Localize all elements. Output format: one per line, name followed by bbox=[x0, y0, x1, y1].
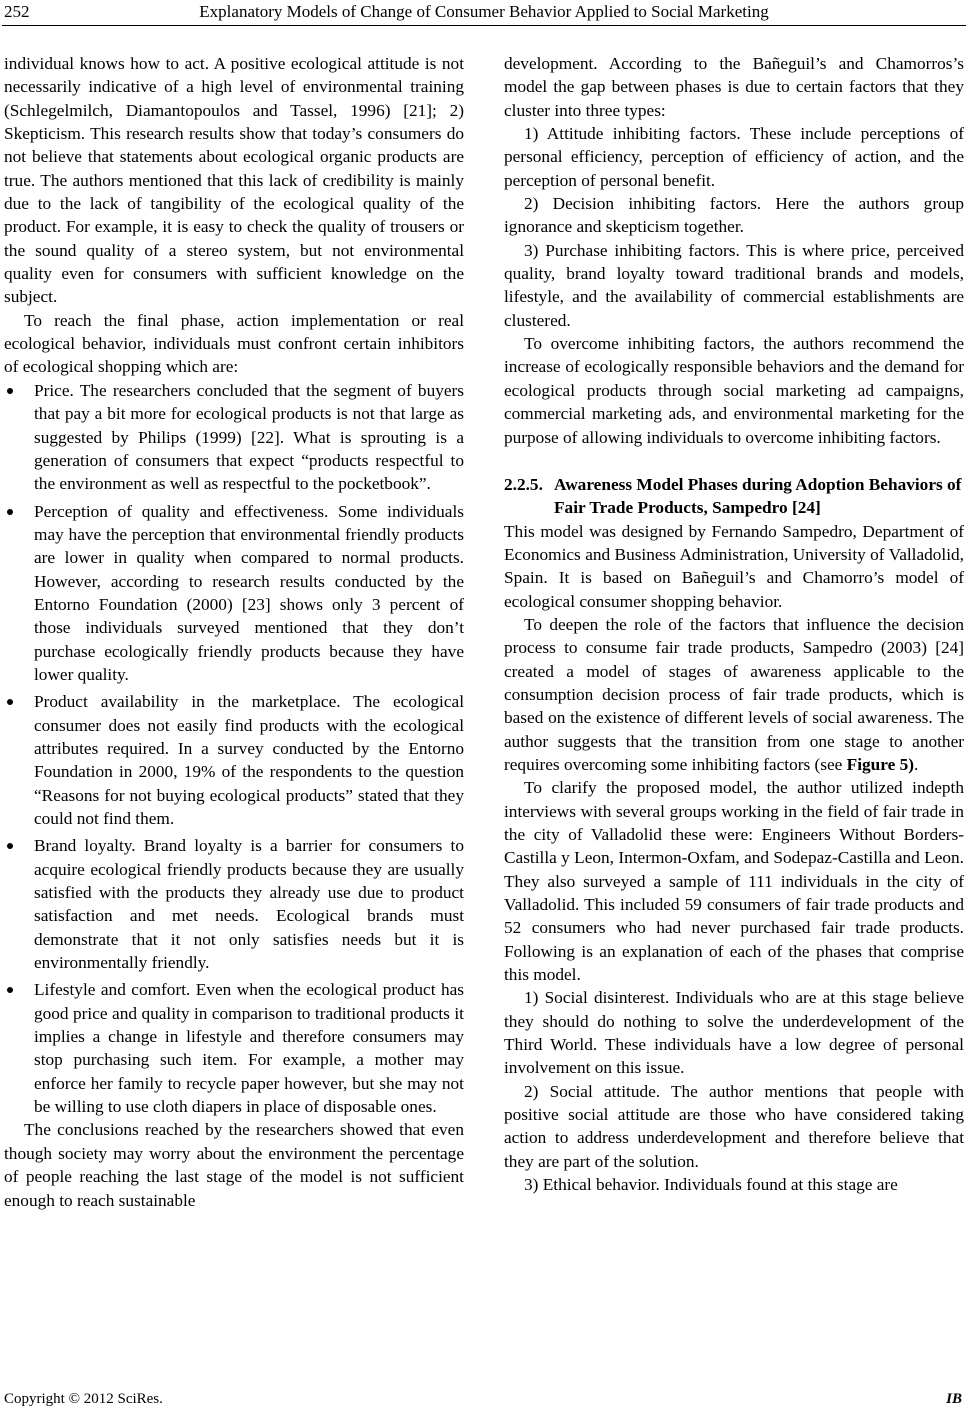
paragraph: 3) Ethical behavior. Individuals found at this stage are bbox=[524, 1175, 898, 1195]
figure-reference[interactable]: Figure 5) bbox=[846, 754, 915, 774]
page-footer bbox=[0, 1391, 968, 1411]
paragraph: 3) Purchase inhibiting factors. This is where price, perceived quality, brand loyalty toward traditional brands and models, lifestyle, and the availability of commercial establishments are clustered. bbox=[504, 240, 964, 330]
paragraph: 2) Social attitude. The author mentions that people with positive social attitude are those who have considered taking action to address underdevelopment and therefore believe that they are part of the solution. bbox=[504, 1081, 964, 1171]
running-title: Explanatory Models of Change of Consumer Behavior Applied to Social Marketing bbox=[199, 2, 769, 21]
paragraph: individual knows how to act. A positive ecological attitude is not necessarily indicative of a high level of environmental training (Schlegelmilch, Diamantopoulos and Tassel, 1996) [21]; 2) Skepticism. This research results show that today’s consumers do not believe that statements about ecological organic products are true. The authors mentioned that this lack of credibility is mainly due to the lack of tangibility of the ecological quality of the product. For example, it is easy to check the quality of trousers or the sound quality of a stereo system, but not environmental quality even for consumers with sufficient knowledge on the subject. bbox=[4, 54, 464, 307]
paragraph: To clarify the proposed model, the author utilized indepth interviews with several groups working in the field of fair trade in the city of Valladolid these were: Engineers Without Borders-Castilla y Leon, Intermon-Oxfam, and Sodepaz-Castilla and Leon. They also surveyed a sample of 111 individuals in the city of Valladolid. This included 59 consumers of fair trade products and 52 consumers who had never purchased fair trade products. Following is an explanation of each of the phases that comprise this model. bbox=[504, 778, 964, 985]
paragraph: This model was designed by Fernando Sampedro, Department of Economics and Business Administration, University of Valladolid, Spain. It is based on Bañeguil’s and Chamorro’s model of ecological consumer shopping behavior. bbox=[504, 521, 964, 611]
list-item: Product availability in the marketplace. The ecological consumer does not easily find products with the ecological attributes required. In a survey conducted by the Entorno Foundation in 2000, 19% of the respondents to the question “Reasons for not buying ecological products” stated that they could not find them. bbox=[4, 690, 464, 830]
header-rule bbox=[2, 25, 966, 26]
paragraph: The conclusions reached by the researchers showed that even though society may worry about the environment the percentage of people reaching the last stage of the model is not sufficient enough to reach sustainable bbox=[4, 1120, 464, 1210]
paragraph: To overcome inhibiting factors, the authors recommend the increase of ecologically responsible behaviors and the demand for ecological products through social marketing ad campaigns, commercial marketing ads, and environmental marketing for the purpose of allowing individuals to overcome inhibiting factors. bbox=[504, 334, 964, 447]
section-heading bbox=[504, 473, 964, 520]
paragraph: 1) Social disinterest. Individuals who are at this stage believe they should do nothing to solve the underdevelopment of the Third World. These individuals have a low degree of personal involvement on this issue. bbox=[504, 988, 964, 1078]
list-item: Brand loyalty. Brand loyalty is a barrier for consumers to acquire ecological friendly products because they are usually satisfied with the products they already use due to product satisfaction and met needs. Ecological brands must demonstrate that it not only satisfies needs but it is environmentally friendly. bbox=[4, 834, 464, 974]
page-number: 252 bbox=[4, 2, 30, 21]
left-column bbox=[4, 52, 464, 1212]
section-title: Awareness Model Phases during Adoption Behaviors of Fair Trade Products, Sampedro [24] bbox=[554, 474, 962, 518]
page-header bbox=[0, 0, 968, 26]
inhibitor-list bbox=[4, 379, 464, 1119]
paragraph: development. According to the Bañeguil’s and Chamorros’s model the gap between phases is due to certain factors that they cluster into three types: bbox=[504, 54, 964, 120]
section-number: 2.2.5. bbox=[504, 474, 543, 494]
list-item: Lifestyle and comfort. Even when the ecological product has good price and quality in comparison to traditional products it implies a change in lifestyle and therefore consumers may stop purchasing such item. For example, a mother may enforce her family to recycle paper however, but she may not be willing to use cloth diapers in place of disposable ones. bbox=[4, 978, 464, 1118]
paragraph: 2) Decision inhibiting factors. Here the authors group ignorance and skepticism together. bbox=[504, 194, 964, 237]
journal-abbreviation: IB bbox=[946, 1391, 962, 1407]
paragraph-text: . bbox=[914, 754, 919, 774]
list-item: Perception of quality and effectiveness. Some individuals may have the perception that environmental friendly products are lower in quality when compared to normal products. However, according to research results conducted by the Entorno Foundation (2000) [23] shows only 3 percent of those individuals surveyed mentioned that they don’t purchase ecologically friendly products because they have lower quality. bbox=[4, 500, 464, 687]
paragraph-text: To deepen the role of the factors that influence the decision process to consume fair trade products, Sampedro (2003) [24] created a model of stages of awareness applicable to the consumption decision process of fair trade products, which is based on the existence of different levels of social awareness. The author suggests that the transition from one stage to another requires overcoming some inhibiting factors (see bbox=[504, 614, 964, 774]
paragraph bbox=[504, 613, 964, 776]
copyright-notice: Copyright © 2012 SciRes. bbox=[4, 1391, 163, 1407]
paragraph: 1) Attitude inhibiting factors. These include perceptions of personal efficiency, perception of efficiency of action, and the perception of personal benefit. bbox=[504, 124, 964, 190]
right-column bbox=[504, 52, 964, 1197]
list-item: Price. The researchers concluded that the segment of buyers that pay a bit more for ecological products is not that large as suggested by Philips (1999) [22]. What is sprouting is a generation of consumers that expect “products respectful to the environment as well as respectful to the pocketbook”. bbox=[4, 379, 464, 496]
paragraph: To reach the final phase, action implementation or real ecological behavior, individuals must confront certain inhibitors of ecological shopping which are: bbox=[4, 310, 464, 377]
